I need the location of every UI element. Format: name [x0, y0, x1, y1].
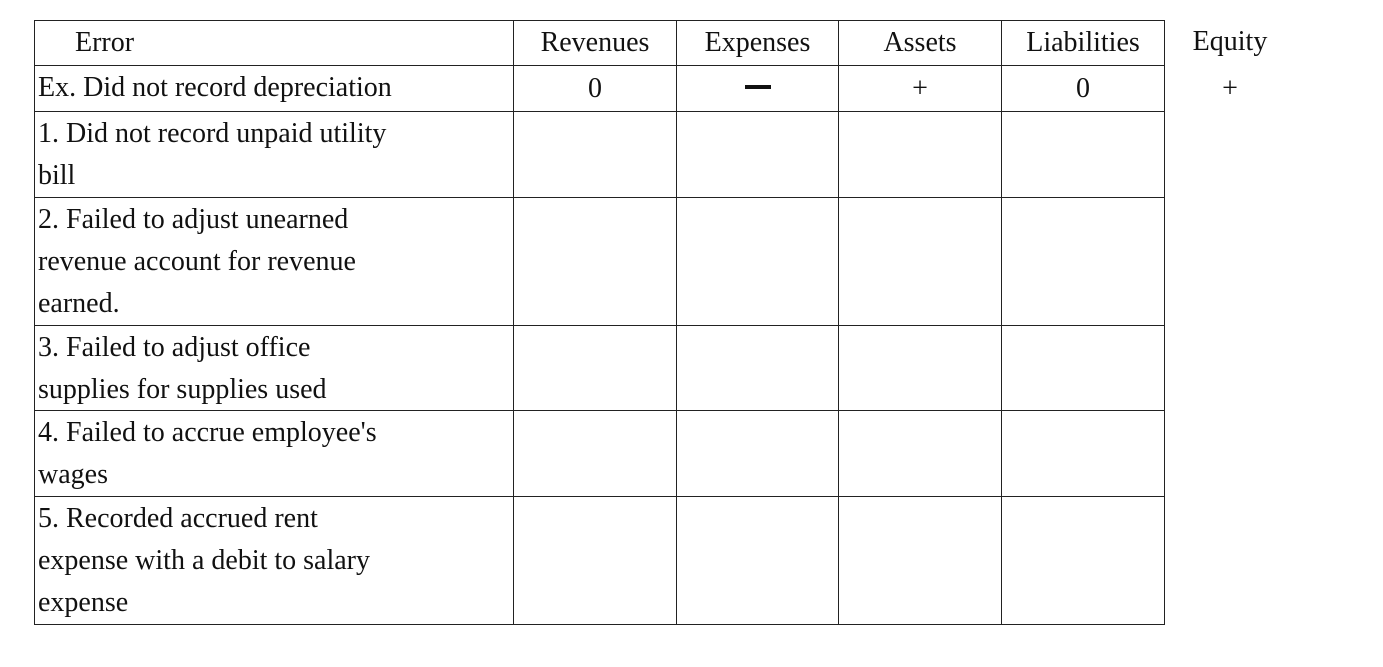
- row-1-equity[interactable]: [1165, 112, 1295, 198]
- row-5-expenses[interactable]: [677, 497, 839, 625]
- error-effects-table: [34, 20, 1295, 625]
- row-5-liabilities[interactable]: [1002, 497, 1165, 625]
- row-1-expenses[interactable]: [677, 112, 839, 198]
- row-ex-liabilities: 0: [1002, 66, 1165, 112]
- row-3-equity[interactable]: [1165, 326, 1295, 411]
- row-1-liabilities[interactable]: [1002, 112, 1165, 198]
- row-5-equity[interactable]: [1165, 497, 1295, 625]
- row-3-revenues[interactable]: [514, 326, 677, 411]
- row-2-liabilities[interactable]: [1002, 198, 1165, 326]
- row-4-expenses[interactable]: [677, 411, 839, 497]
- row-ex-assets: +: [839, 66, 1002, 112]
- row-2-expenses[interactable]: [677, 198, 839, 326]
- row-2-assets[interactable]: [839, 198, 1002, 326]
- row-4-equity[interactable]: [1165, 411, 1295, 497]
- row-ex-error: Ex. Did not record depreciation: [34, 66, 514, 112]
- header-assets: Assets: [839, 20, 1002, 66]
- row-1-error: 1. Did not record unpaid utility bill: [34, 112, 514, 198]
- header-revenues: Revenues: [514, 20, 677, 66]
- header-error: Error: [34, 20, 514, 66]
- row-ex-equity: +: [1222, 73, 1238, 104]
- row-5-assets[interactable]: [839, 497, 1002, 625]
- header-liabilities: Liabilities: [1002, 20, 1165, 66]
- row-3-expenses[interactable]: [677, 326, 839, 411]
- row-5-revenues[interactable]: [514, 497, 677, 625]
- row-4-error: 4. Failed to accrue employee's wages: [34, 411, 514, 497]
- row-3-liabilities[interactable]: [1002, 326, 1165, 411]
- row-2-error: 2. Failed to adjust unearned revenue account for revenue earned.: [34, 198, 514, 326]
- row-1-assets[interactable]: [839, 112, 1002, 198]
- row-4-liabilities[interactable]: [1002, 411, 1165, 497]
- row-ex-expenses: [677, 66, 839, 112]
- row-1-revenues[interactable]: [514, 112, 677, 198]
- row-ex-revenues: 0: [514, 66, 677, 112]
- row-5-error: 5. Recorded accrued rent expense with a debit to salary expense: [34, 497, 514, 625]
- header-expenses: Expenses: [677, 20, 839, 66]
- header-equity: Equity: [1192, 26, 1268, 57]
- row-2-revenues[interactable]: [514, 198, 677, 326]
- row-4-assets[interactable]: [839, 411, 1002, 497]
- minus-sign-icon: [745, 85, 771, 89]
- row-3-error: 3. Failed to adjust office supplies for supplies used: [34, 326, 514, 411]
- row-4-revenues[interactable]: [514, 411, 677, 497]
- row-3-assets[interactable]: [839, 326, 1002, 411]
- row-2-equity[interactable]: [1165, 198, 1295, 326]
